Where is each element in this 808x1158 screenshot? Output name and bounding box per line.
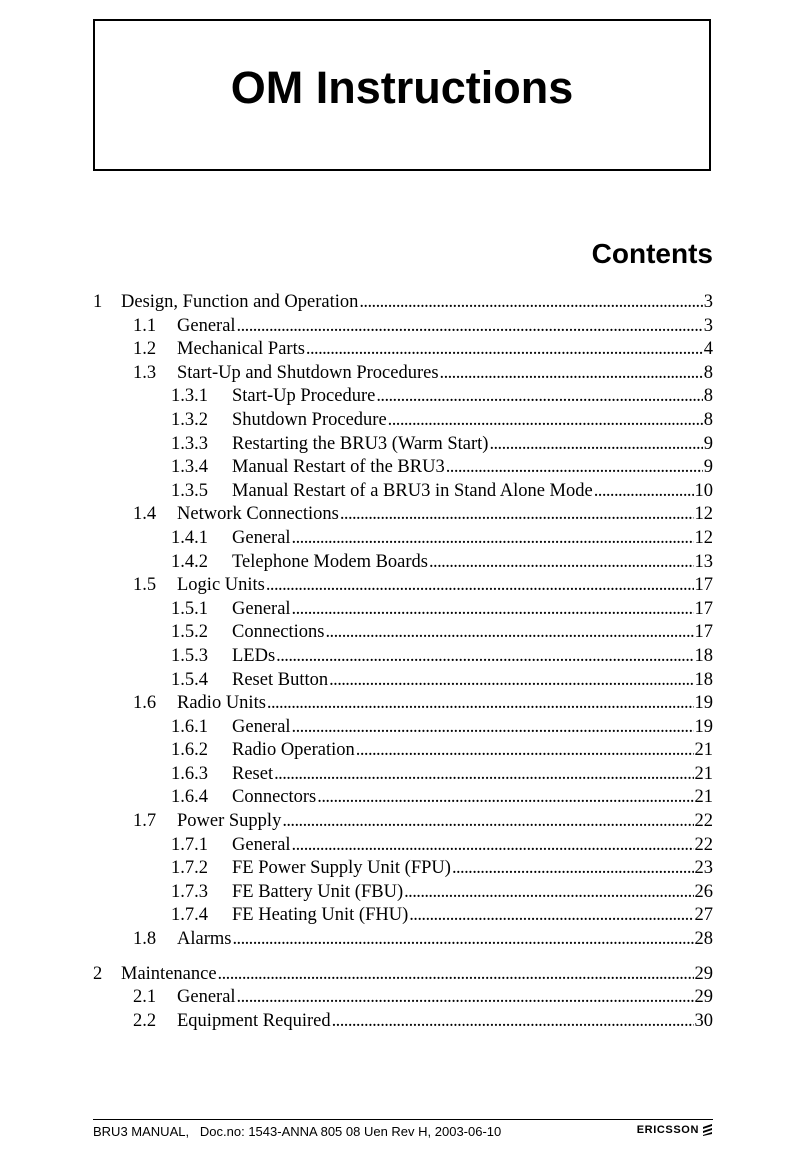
toc-entry-number: 1.2 [133, 339, 157, 360]
toc-entry[interactable] [93, 480, 713, 504]
toc-entry-page: 21 [694, 763, 713, 784]
toc-entry-title: Manual Restart of the BRU3 [232, 457, 445, 478]
toc-entry[interactable] [93, 409, 713, 433]
toc-entry[interactable] [93, 362, 713, 386]
toc-dot-leader [292, 834, 694, 858]
toc-entry-title: Logic Units [177, 575, 265, 596]
toc-entry[interactable] [93, 692, 713, 716]
page-title: OM Instructions [230, 62, 574, 113]
logo-text: ERICSSON [636, 1123, 699, 1136]
toc-entry-page: 28 [694, 929, 713, 950]
toc-dot-leader [218, 963, 694, 987]
toc-entry-number: 1.7.1 [171, 834, 208, 855]
toc-entry-number: 2.1 [133, 987, 157, 1008]
toc-entry-number: 1.5.3 [171, 645, 208, 666]
toc-entry-title: Alarms [177, 929, 232, 950]
toc-entry-page: 17 [694, 622, 713, 643]
toc-dot-leader [376, 385, 702, 409]
footer-divider [93, 1119, 713, 1120]
toc-entry-title: General [232, 527, 291, 548]
toc-entry[interactable] [93, 986, 713, 1010]
toc-entry-number: 1.3.3 [171, 433, 208, 454]
toc-entry-title: Reset [232, 763, 274, 784]
toc-dot-leader [452, 857, 694, 881]
toc-entry[interactable] [93, 385, 713, 409]
toc-entry[interactable] [93, 315, 713, 339]
toc-entry-number: 2.2 [133, 1010, 157, 1031]
toc-entry-title: Radio Units [177, 693, 266, 714]
toc-entry-title: General [177, 315, 236, 336]
toc-entry[interactable] [93, 645, 713, 669]
toc-entry-page: 12 [694, 504, 713, 525]
toc-entry-title: General [232, 598, 291, 619]
toc-entry[interactable] [93, 338, 713, 362]
toc-entry-page: 19 [694, 716, 713, 737]
toc-entry-title: General [232, 834, 291, 855]
toc-dot-leader [340, 503, 694, 527]
toc-entry[interactable] [93, 857, 713, 881]
toc-entry-number: 1.5.1 [171, 598, 208, 619]
toc-entry-title: FE Heating Unit (FHU) [232, 905, 409, 926]
toc-dot-leader [232, 928, 693, 952]
toc-entry[interactable] [93, 291, 713, 315]
footer-doc-info: BRU3 MANUAL, Doc.no: 1543-ANNA 805 08 Uen Rev H, 2003-06-10 [93, 1124, 502, 1139]
toc-entry[interactable] [93, 551, 713, 575]
toc-entry-number: 1.8 [133, 929, 157, 950]
toc-entry-number: 1.4.1 [171, 527, 208, 548]
toc-entry[interactable] [93, 669, 713, 693]
toc-entry[interactable] [93, 881, 713, 905]
toc-dot-leader [237, 315, 703, 339]
toc-entry-page: 18 [694, 669, 713, 690]
toc-dot-leader [292, 598, 694, 622]
toc-entry-number: 1.5.2 [171, 622, 208, 643]
toc-entry-number: 1.1 [133, 315, 157, 336]
toc-entry-page: 8 [703, 386, 713, 407]
toc-entry-page: 10 [694, 480, 713, 501]
toc-entry-page: 4 [703, 339, 713, 360]
toc-entry[interactable] [93, 786, 713, 810]
toc-entry-page: 22 [694, 834, 713, 855]
toc-entry-number: 1.3.4 [171, 457, 208, 478]
toc-entry[interactable] [93, 963, 713, 987]
toc-entry-title: Power Supply [177, 811, 282, 832]
toc-entry-page: 8 [703, 409, 713, 430]
toc-entry-page: 19 [694, 693, 713, 714]
toc-entry[interactable] [93, 503, 713, 527]
toc-entry-title: Restarting the BRU3 (Warm Start) [232, 433, 489, 454]
toc-dot-leader [332, 1010, 694, 1034]
toc-entry-title: Maintenance [121, 963, 217, 984]
toc-entry[interactable] [93, 574, 713, 598]
toc-entry-title: Connectors [232, 787, 317, 808]
toc-dot-leader [266, 574, 694, 598]
toc-entry-title: Start-Up Procedure [232, 386, 376, 407]
toc-entry-page: 18 [694, 645, 713, 666]
toc-entry-title: Equipment Required [177, 1010, 331, 1031]
toc-entry[interactable] [93, 621, 713, 645]
toc-entry-page: 9 [703, 433, 713, 454]
toc-entry-title: LEDs [232, 645, 276, 666]
toc-entry[interactable] [93, 834, 713, 858]
toc-entry-number: 2 [93, 963, 103, 984]
toc-entry-number: 1 [93, 292, 103, 312]
toc-dot-leader [282, 810, 693, 834]
toc-entry-number: 1.7.2 [171, 858, 208, 879]
toc-dot-leader [276, 645, 693, 669]
toc-entry-number: 1.7.4 [171, 905, 208, 926]
toc-entry-title: Shutdown Procedure [232, 409, 387, 430]
table-of-contents [93, 291, 713, 1033]
toc-dot-leader [359, 291, 702, 315]
toc-dot-leader [404, 881, 693, 905]
toc-entry-number: 1.3.5 [171, 480, 208, 501]
toc-dot-leader [489, 433, 702, 457]
toc-entry[interactable] [93, 527, 713, 551]
ericsson-logo [637, 1123, 713, 1136]
toc-entry-title: General [177, 987, 236, 1008]
toc-entry[interactable] [93, 810, 713, 834]
toc-entry-title: Telephone Modem Boards [232, 551, 428, 572]
toc-dot-leader [292, 716, 694, 740]
toc-entry[interactable] [93, 763, 713, 787]
toc-entry-title: General [232, 716, 291, 737]
toc-entry[interactable] [93, 928, 713, 952]
toc-entry-number: 1.7.3 [171, 881, 208, 902]
toc-entry-title: Radio Operation [232, 740, 355, 761]
toc-dot-leader [409, 904, 693, 928]
toc-entry-number: 1.3 [133, 362, 157, 383]
toc-dot-leader [274, 763, 693, 787]
toc-entry-page: 17 [694, 575, 713, 596]
toc-entry-title: Manual Restart of a BRU3 in Stand Alone Mode [232, 480, 593, 501]
toc-entry[interactable] [93, 904, 713, 928]
toc-entry-page: 22 [694, 811, 713, 832]
toc-entry[interactable] [93, 716, 713, 740]
toc-entry-number: 1.4.2 [171, 551, 208, 572]
toc-dot-leader [292, 527, 694, 551]
toc-entry-title: Start-Up and Shutdown Procedures [177, 362, 439, 383]
toc-entry-number: 1.3.2 [171, 409, 208, 430]
toc-entry-title: FE Battery Unit (FBU) [232, 881, 404, 902]
toc-dot-leader [429, 551, 694, 575]
toc-entry-page: 21 [694, 740, 713, 761]
toc-entry[interactable] [93, 456, 713, 480]
toc-entry-number: 1.5 [133, 575, 157, 596]
toc-dot-leader [594, 480, 694, 504]
toc-entry-page: 3 [703, 292, 713, 312]
toc-dot-leader [306, 338, 703, 362]
toc-entry-page: 8 [703, 362, 713, 383]
toc-dot-leader [356, 739, 694, 763]
toc-entry-page: 13 [694, 551, 713, 572]
toc-dot-leader [237, 986, 694, 1010]
ericsson-mark-icon [702, 1123, 713, 1136]
toc-entry-title: Reset Button [232, 669, 329, 690]
toc-entry-page: 23 [694, 858, 713, 879]
toc-entry-page: 9 [703, 457, 713, 478]
toc-entry-page: 12 [694, 527, 713, 548]
toc-entry-page: 21 [694, 787, 713, 808]
toc-entry-number: 1.6 [133, 693, 157, 714]
toc-entry-number: 1.4 [133, 504, 157, 525]
toc-dot-leader [326, 621, 694, 645]
title-box [93, 19, 711, 171]
toc-entry-page: 30 [694, 1010, 713, 1031]
toc-entry-title: Connections [232, 622, 325, 643]
toc-entry-page: 29 [694, 963, 713, 984]
toc-entry-title: FE Power Supply Unit (FPU) [232, 858, 451, 879]
toc-entry-number: 1.3.1 [171, 386, 208, 407]
toc-entry-title: Network Connections [177, 504, 339, 525]
toc-entry[interactable] [93, 739, 713, 763]
toc-entry[interactable] [93, 433, 713, 457]
toc-dot-leader [388, 409, 703, 433]
toc-dot-leader [446, 456, 703, 480]
toc-dot-leader [267, 692, 694, 716]
toc-entry-number: 1.7 [133, 811, 157, 832]
contents-heading: Contents [591, 238, 713, 269]
toc-entry-page: 3 [703, 315, 713, 336]
toc-entry-number: 1.6.1 [171, 716, 208, 737]
toc-entry-number: 1.6.3 [171, 763, 208, 784]
toc-dot-leader [440, 362, 703, 386]
toc-dot-leader [317, 786, 693, 810]
toc-entry-page: 29 [694, 987, 713, 1008]
toc-entry-number: 1.6.2 [171, 740, 208, 761]
toc-entry-title: Mechanical Parts [177, 339, 305, 360]
toc-entry-number: 1.5.4 [171, 669, 208, 690]
toc-entry[interactable] [93, 1010, 713, 1034]
toc-entry-number: 1.6.4 [171, 787, 208, 808]
toc-dot-leader [329, 669, 693, 693]
toc-entry-page: 17 [694, 598, 713, 619]
toc-entry[interactable] [93, 598, 713, 622]
toc-entry-title: Design, Function and Operation [121, 292, 359, 312]
toc-entry-page: 26 [694, 881, 713, 902]
toc-entry-page: 27 [694, 905, 713, 926]
